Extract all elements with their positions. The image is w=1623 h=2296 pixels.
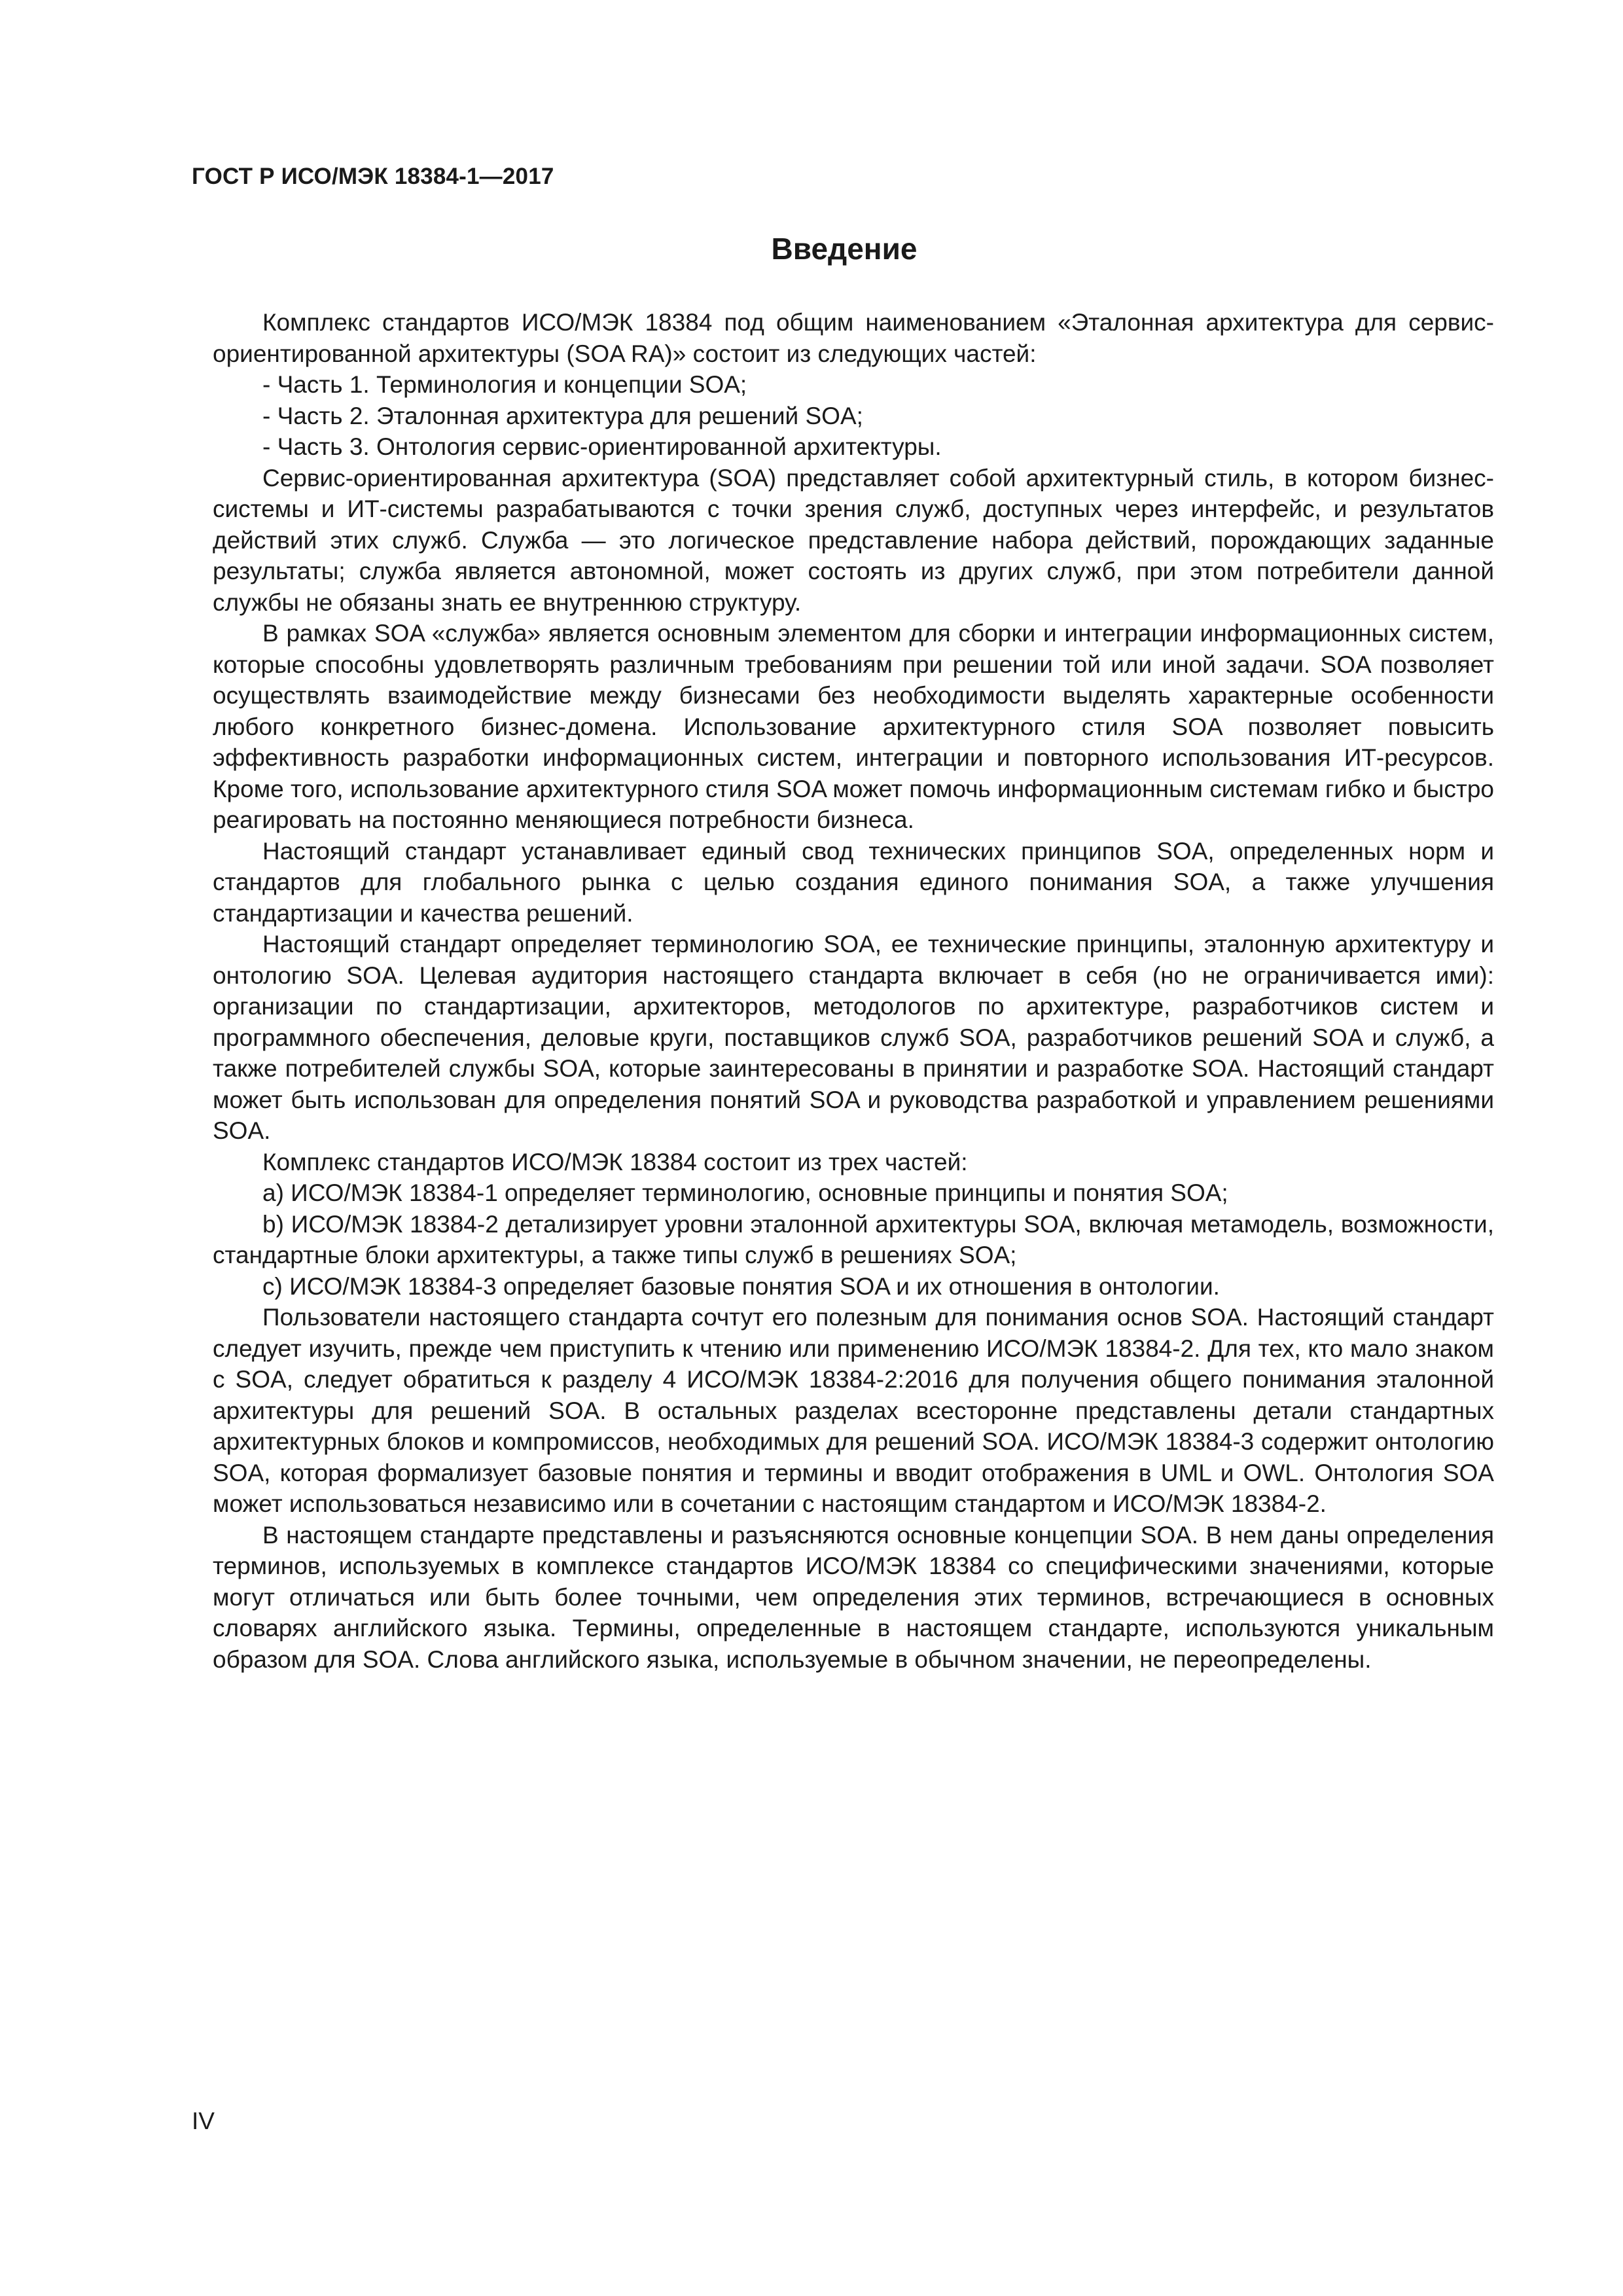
document-code: ГОСТ Р ИСО/МЭК 18384-1—2017	[192, 164, 554, 189]
paragraph: Комплекс стандартов ИСО/МЭК 18384 под общим наименованием «Эталонная архитектура для сервис-ориентированной архитектуры (SOA RA)» состоит из следующих частей:	[213, 309, 1494, 367]
section-title: Введение	[771, 232, 918, 266]
paragraph: В рамках SOA «служба» является основным элементом для сборки и интеграции информационных систем, которые способны удовлетворять различным требованиям при решении той или иной задачи. SOA позволяет осуществлять взаимодействие между бизнесами без необходимости выделять характерные особенности любого конкретного бизнес-домена. Использование архитектурного стиля SOA позволяет повысить эффективность разработки информационных систем, интеграции и повторного использования ИТ-ресурсов. Кроме того, использование архитектурного стиля SOA может помочь информационным системам гибко и быстро реагировать на постоянно меняющиеся потребности бизнеса.	[213, 620, 1494, 833]
list-item: - Часть 3. Онтология сервис-ориентированной архитектуры.	[262, 433, 942, 460]
paragraph: Сервис-ориентированная архитектура (SOA) представляет собой архитектурный стиль, в котором бизнес-системы и ИТ-системы разрабатываются с точки зрения служб, доступных через интерфейс, и результатов действий этих служб. Служба — это логическое представление набора действий, порождающих заданные результаты; служба является автономной, может состоять из других служб, при этом потребители данной службы не обязаны знать ее внутреннюю структуру.	[213, 464, 1494, 616]
paragraph: В настоящем стандарте представлены и разъясняются основные концепции SOA. В нем даны определения терминов, используемых в комплексе стандартов ИСО/МЭК 18384 со специфическими значениями, которые могут отличаться или быть более точными, чем определения этих терминов, встречающиеся в основных словарях английского языка. Термины, определенные в настоящем стандарте, используются уникальным образом для SOA. Слова английского языка, используемые в обычном значении, не переопределены.	[213, 1521, 1494, 1673]
section-body	[213, 307, 1494, 1675]
list-item: - Часть 2. Эталонная архитектура для решений SOA;	[262, 402, 863, 429]
paragraph: Комплекс стандартов ИСО/МЭК 18384 состоит из трех частей:	[262, 1148, 968, 1175]
list-item: b) ИСО/МЭК 18384-2 детализирует уровни эталонной архитектуры SOA, включая метамодель, возможности, стандартные блоки архитектуры, а также типы служб в решениях SOA;	[213, 1210, 1494, 1268]
list-item: с) ИСО/МЭК 18384-3 определяет базовые понятия SOA и их отношения в онтологии.	[262, 1272, 1220, 1300]
list-item: а) ИСО/МЭК 18384-1 определяет терминологию, основные принципы и понятия SOA;	[262, 1179, 1228, 1206]
paragraph: Пользователи настоящего стандарта сочтут его полезным для понимания основ SOA. Настоящий стандарт следует изучить, прежде чем приступить к чтению или применению ИСО/МЭК 18384-2. Для тех, кто мало знаком с SOA, следует обратиться к разделу 4 ИСО/МЭК 18384-2:2016 для получения общего понимания эталонной архитектуры для решений SOA. В остальных разделах всесторонне представлены детали стандартных архитектурных блоков и компромиссов, необходимых для решений SOA. ИСО/МЭК 18384-3 содержит онтологию SOA, которая формализует базовые понятия и термины и вводит отображения в UML и OWL. Онтология SOA может использоваться независимо или в сочетании с настоящим стандартом и ИСО/МЭК 18384-2.	[213, 1304, 1494, 1517]
page-number: IV	[192, 2108, 215, 2134]
paragraph: Настоящий стандарт устанавливает единый свод технических принципов SOA, определенных норм и стандартов для глобального рынка с целью создания единого понимания SOA, а также улучшения стандартизации и качества решений.	[213, 837, 1494, 927]
list-item: - Часть 1. Терминология и концепции SOA;	[262, 371, 747, 398]
paragraph: Настоящий стандарт определяет терминологию SOA, ее технические принципы, эталонную архитектуру и онтологию SOA. Целевая аудитория настоящего стандарта включает в себя (но не ограничивается ими): организации по стандартизации, архитекторов, методологов по архитектуре, разработчиков систем и программного обеспечения, деловые круги, поставщиков служб SOA, разработчиков решений SOA и служб, а также потребителей службы SOA, которые заинтересованы в принятии и разработке SOA. Настоящий стандарт может быть использован для определения понятий SOA и руководства разработкой и управлением решениями SOA.	[213, 931, 1494, 1144]
